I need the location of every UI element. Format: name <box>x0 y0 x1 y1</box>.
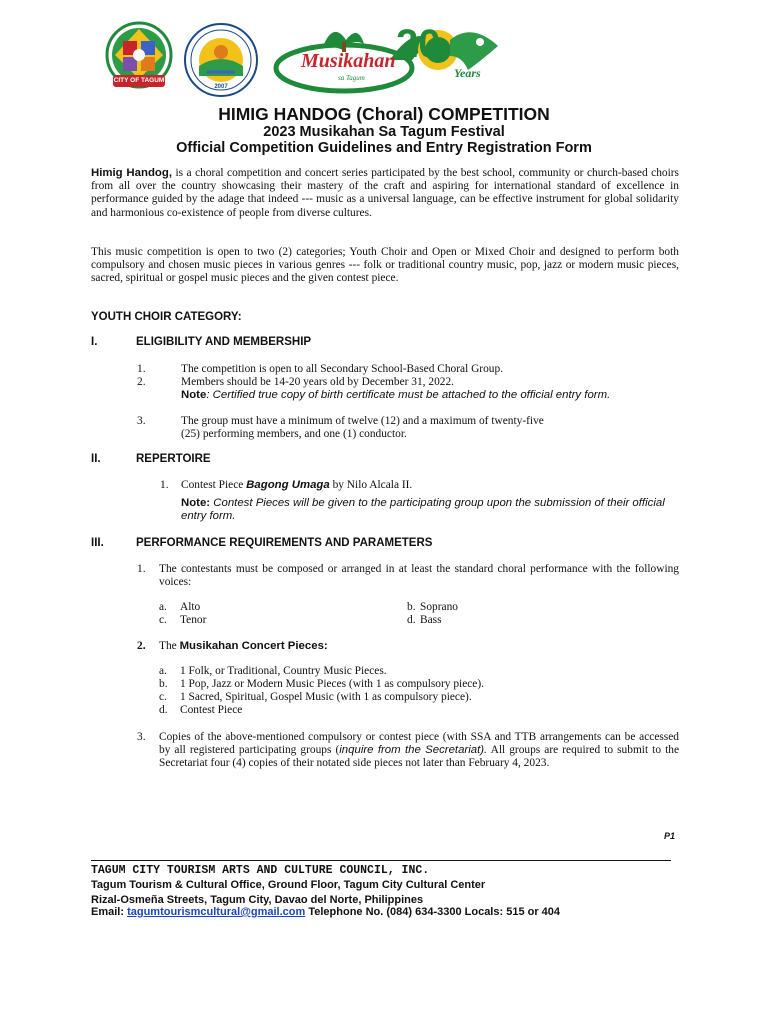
s2-note <box>181 497 681 523</box>
s3-item-3-a: Copies of the above-mentioned compulsory or contest piece (with SSA and TTB arrangements can be accessed by all registered participating groups ( <box>159 731 679 757</box>
piece-c-label: c. <box>159 691 167 703</box>
piece-d-label: d. <box>159 704 168 716</box>
s3-item-3-italic: inquire from the Secretariat). <box>339 744 488 757</box>
s2-note-label: Note: <box>181 497 211 509</box>
s1-item-1-num: 1. <box>137 363 146 375</box>
musikahan-sub: sa Tagum <box>338 74 365 82</box>
page-number: P1 <box>664 831 676 841</box>
council-seal-year: 2007 <box>214 84 228 90</box>
phone-text: Telephone No. (084) 634-3300 Locals: 515 or 404 <box>305 906 561 918</box>
city-seal-label: CITY OF TAGUM <box>113 77 165 84</box>
intro-paragraph-1 <box>91 167 679 220</box>
s2-item-post: by Nilo Alcala II. <box>329 479 413 491</box>
s3-item-3-text <box>159 731 679 771</box>
concert-pieces-heading: Musikahan Concert Pieces: <box>179 640 328 652</box>
footer-contact <box>91 906 560 918</box>
voice-c-label: c. <box>159 614 167 626</box>
anniversary-number: 20 <box>396 22 441 66</box>
voice-d-label: d. <box>407 614 416 626</box>
section-3-number: III. <box>91 537 104 549</box>
intro-paragraph-2: This music competition is open to two (2) categories; Youth Choir and Open or Mixed Choir and designed to perform both compulsory and chosen music pieces in various genres --- folk or traditional country music, pop, jazz or modern music pieces, sacred, spiritual or gospel music pieces and the given contest piece. <box>91 246 679 285</box>
section-1-number: I. <box>91 336 98 348</box>
s1-item-3-cont: (25) performing members, and one (1) conductor. <box>181 428 407 440</box>
s3-item-3-num: 3. <box>137 731 146 743</box>
voice-d-text: Bass <box>420 614 442 626</box>
email-label: Email: <box>91 906 128 918</box>
footer-line-2: Rizal-Osmeña Streets, Tagum City, Davao del Norte, Philippines <box>91 894 424 906</box>
s1-item-3-text: The group must have a minimum of twelve (12) and a maximum of twenty-five <box>181 415 544 427</box>
intro-lead: Himig Handog, <box>91 167 172 179</box>
guidelines-subtitle: Official Competition Guidelines and Entry Registration Form <box>176 140 592 156</box>
contest-piece-title: Bagong Umaga <box>246 479 330 491</box>
musikahan-wordmark: Musikahan <box>301 50 396 72</box>
s2-note-text: Contest Pieces will be given to the participating group upon the submission of their official entry form. <box>181 497 665 523</box>
s3-item-2-num: 2. <box>137 640 146 652</box>
section-3-title: PERFORMANCE REQUIREMENTS AND PARAMETERS <box>136 537 433 549</box>
piece-d-text: Contest Piece <box>180 704 243 716</box>
s2-item-1-num: 1. <box>160 479 169 491</box>
voice-a-text: Alto <box>180 601 201 613</box>
section-2-title: REPERTOIRE <box>136 453 211 465</box>
category-heading: YOUTH CHOIR CATEGORY: <box>91 311 242 323</box>
anniversary-years: Years <box>454 66 481 80</box>
festival-subtitle: 2023 Musikahan Sa Tagum Festival <box>263 124 505 140</box>
s2-item-1-text <box>181 479 412 492</box>
s3-item-1-text: The contestants must be composed or arranged in at least the standard choral performance with the following voices: <box>159 563 679 589</box>
voice-c-text: Tenor <box>180 614 207 626</box>
piece-a-text: 1 Folk, or Traditional, Country Music Pieces. <box>180 665 387 677</box>
footer-rule <box>91 860 671 861</box>
piece-a-label: a. <box>159 665 167 677</box>
s3-item-3-b: All groups are required to submit to the Secretariat four (4) copies of their notated side pieces not later than February 4, 2023. <box>159 744 680 770</box>
section-1-title: ELIGIBILITY AND MEMBERSHIP <box>136 336 312 348</box>
s1-item-3-num: 3. <box>137 415 146 427</box>
s3-item-1-num: 1. <box>137 563 146 575</box>
email-link[interactable]: tagumtourismcultural@gmail.com <box>127 906 306 918</box>
piece-b-text: 1 Pop, Jazz or Modern Music Pieces (with 1 as compulsory piece). <box>180 678 484 690</box>
voice-a-label: a. <box>159 601 167 613</box>
s1-item-2-text: Members should be 14-20 years old by December 31, 2022. <box>181 376 454 388</box>
voice-b-label: b. <box>407 601 416 613</box>
footer-org: TAGUM CITY TOURISM ARTS AND CULTURE COUNCIL, INC. <box>91 864 430 877</box>
s1-item-2-num: 2. <box>137 376 146 388</box>
s3-item-2-pre: The <box>159 640 180 652</box>
s1-item-1-text: The competition is open to all Secondary School-Based Choral Group. <box>181 363 504 375</box>
logo-row <box>0 0 768 100</box>
s2-item-pre: Contest Piece <box>181 479 247 491</box>
footer-line-1: Tagum Tourism & Cultural Office, Ground Floor, Tagum City Cultural Center <box>91 879 486 891</box>
section-2-number: II. <box>91 453 101 465</box>
piece-c-text: 1 Sacred, Spiritual, Gospel Music (with 1 as compulsory piece). <box>180 691 472 703</box>
intro-body: is a choral competition and concert series participated by the best school, community or church-based choirs from all over the country showcasing their mastery of the craft and aspiring for international standard of excellence in performance guided by the adage that indeed --- music as a universal language, can be effective instrument for global solidarity and harmonious co-existence of people from diverse cultures. <box>91 167 679 219</box>
voice-b-text: Soprano <box>420 601 458 613</box>
s1-note <box>181 389 681 402</box>
s1-note-text: : Certified true copy of birth certificate must be attached to the official entry form. <box>206 389 611 401</box>
piece-b-label: b. <box>159 678 168 690</box>
s3-item-2-text <box>159 640 328 653</box>
page-title: HIMIG HANDOG (Choral) COMPETITION <box>218 104 550 124</box>
s1-note-label: Note <box>181 389 207 401</box>
